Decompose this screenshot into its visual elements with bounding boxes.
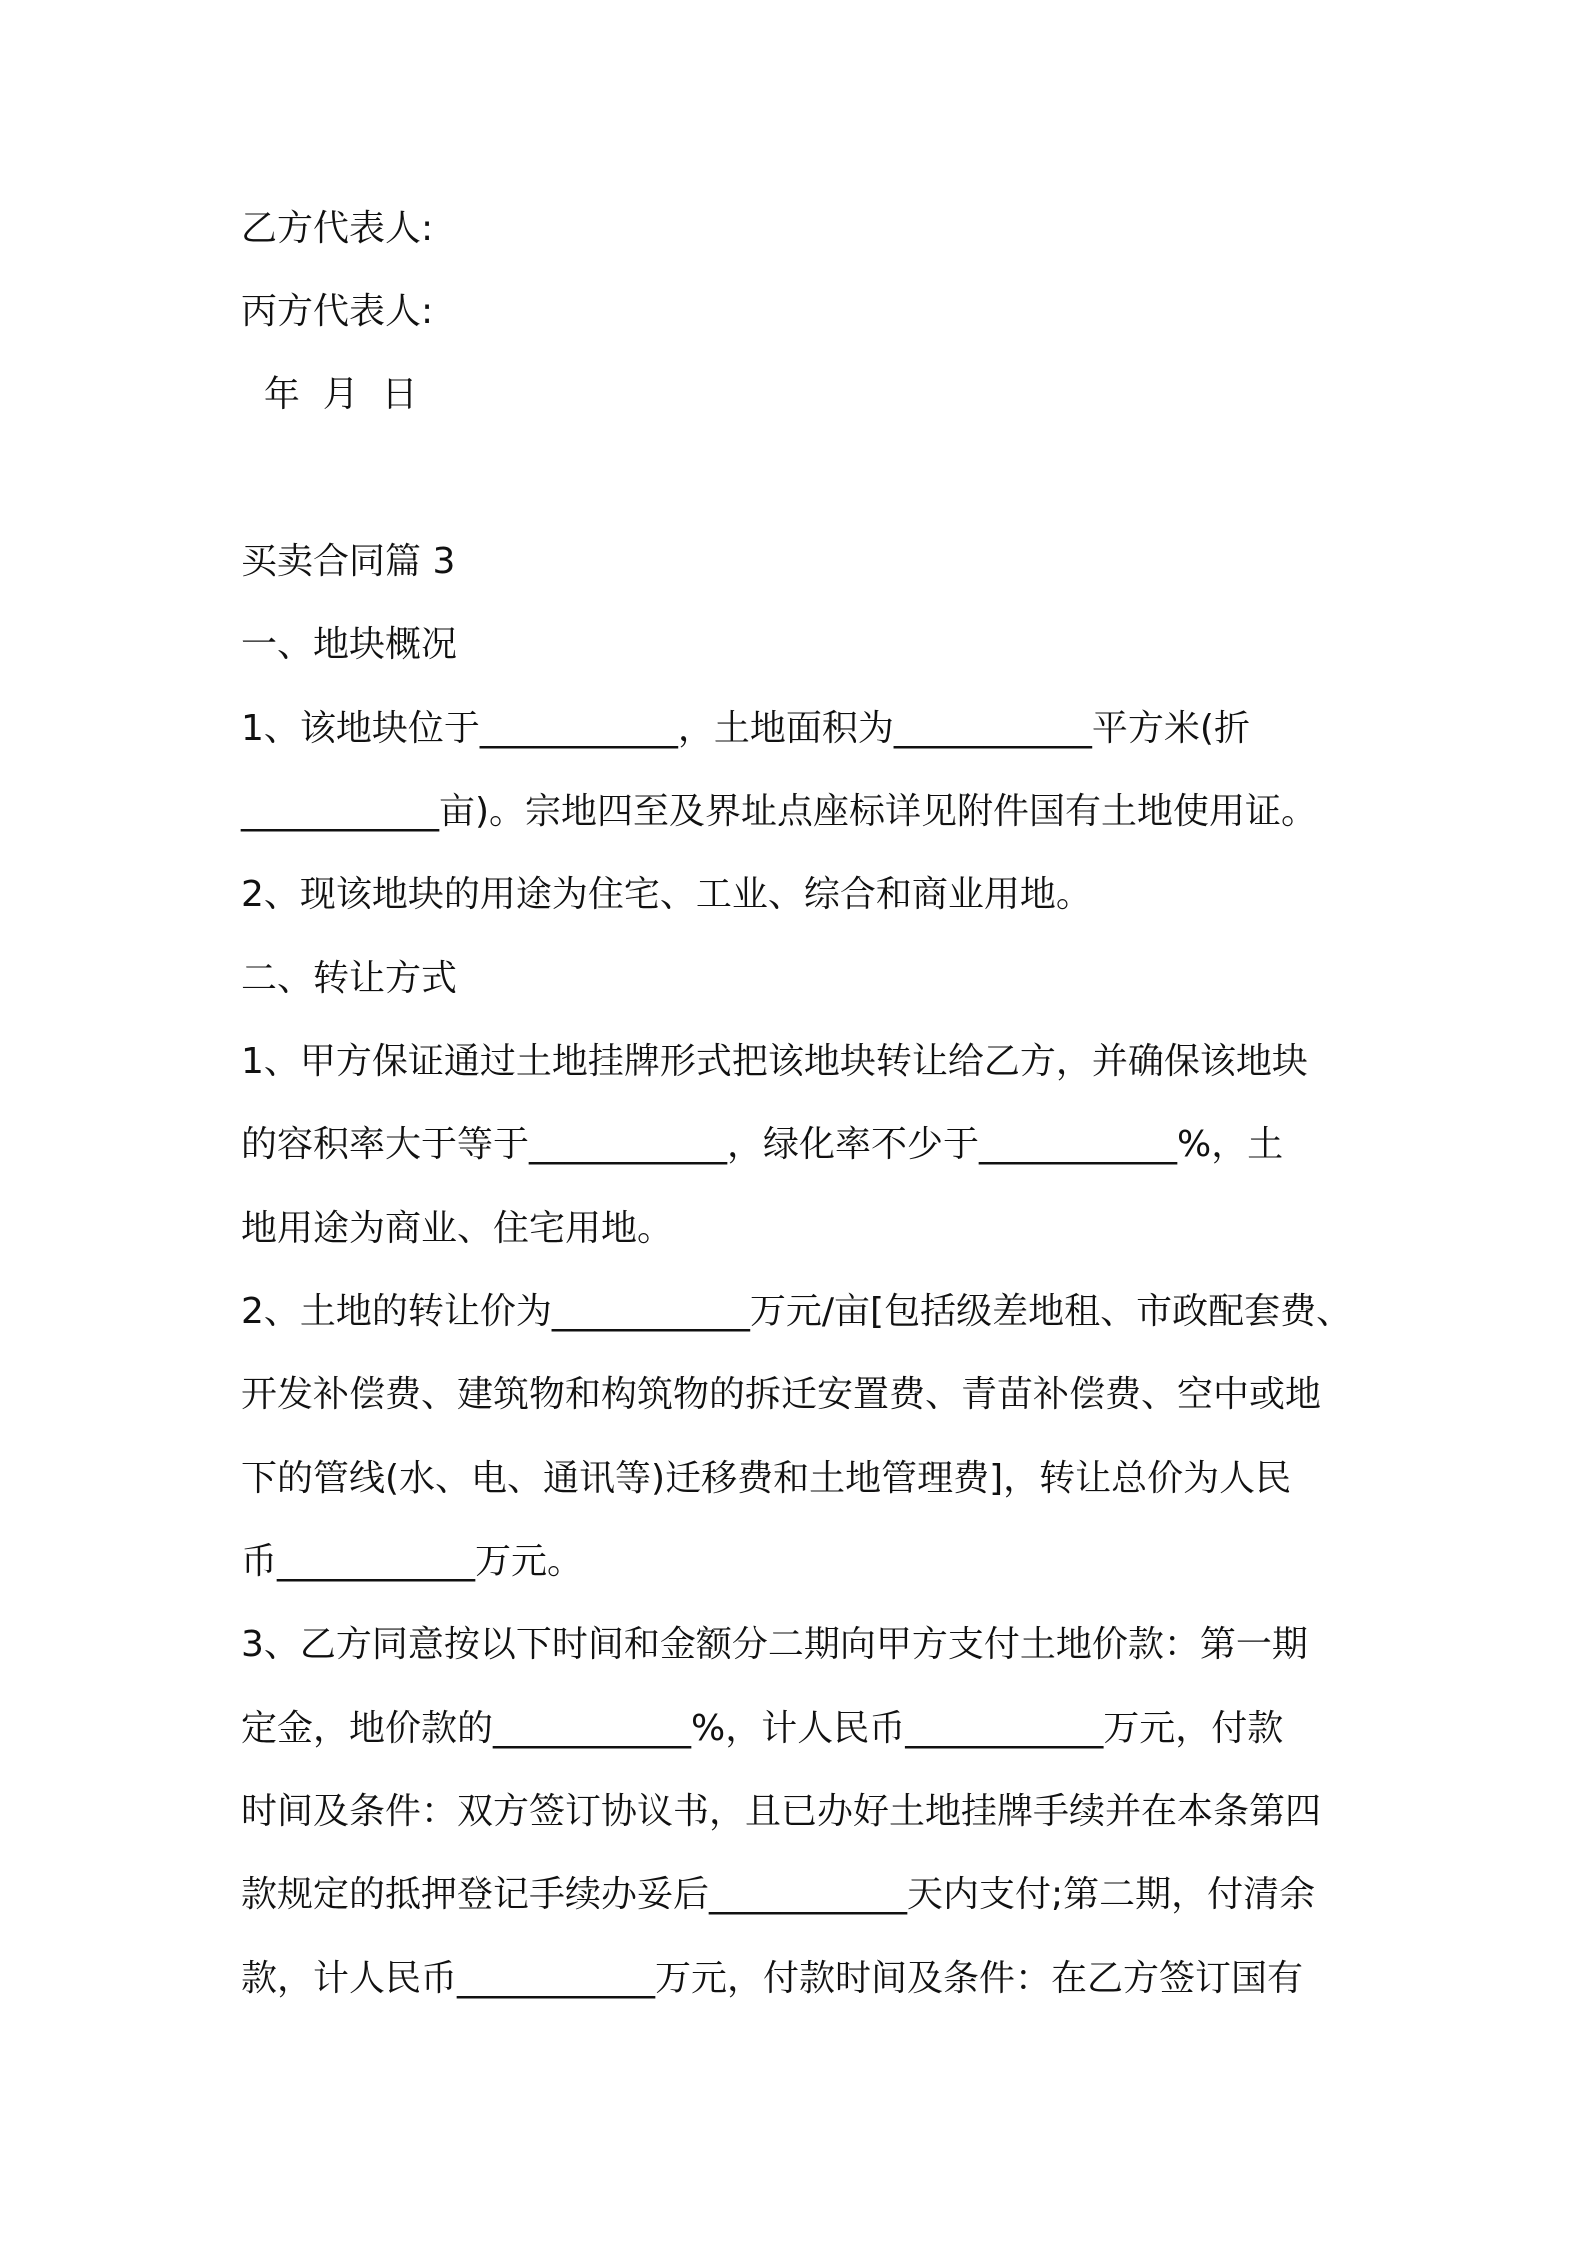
paragraph-line: 款，计人民币___________万元，付款时间及条件：在乙方签订国有 [241, 1958, 1304, 1999]
paragraph-line: 下的管线(水、电、通讯等)迁移费和土地管理费]，转让总价为人民 [241, 1458, 1292, 1499]
paragraph-line: 2、土地的转让价为___________万元/亩[包括级差地租、市政配套费、 [241, 1291, 1353, 1332]
heading-plot-overview: 一、地块概况 [241, 624, 458, 665]
paragraph-line: 款规定的抵押登记手续办妥后___________天内支付;第二期，付清余 [241, 1874, 1316, 1915]
paragraph-line: 地用途为商业、住宅用地。 [241, 1208, 674, 1249]
paragraph-line: 币___________万元。 [241, 1541, 584, 1582]
paragraph-line: 开发补偿费、建筑物和构筑物的拆迁安置费、青苗补偿费、空中或地 [241, 1374, 1322, 1415]
paragraph-line: 1、甲方保证通过土地挂牌形式把该地块转让给乙方，并确保该地块 [241, 1041, 1308, 1082]
paragraph-line: ___________亩)。宗地四至及界址点座标详见附件国有土地使用证。 [241, 791, 1318, 832]
section-title: 买卖合同篇 3 [241, 541, 456, 582]
party-c-representative: 丙方代表人: [241, 291, 434, 332]
paragraph-line: 的容积率大于等于___________，绿化率不少于___________%，土 [241, 1124, 1284, 1165]
party-b-representative: 乙方代表人: [241, 208, 434, 249]
date-line: 年 月 日 [241, 374, 418, 415]
heading-transfer-method: 二、转让方式 [241, 958, 458, 999]
paragraph-line: 3、乙方同意按以下时间和金额分二期向甲方支付土地价款：第一期 [241, 1624, 1308, 1665]
paragraph-line: 时间及条件：双方签订协议书，且已办好土地挂牌手续并在本条第四 [241, 1791, 1322, 1832]
paragraph-line: 1、该地块位于___________，土地面积为___________平方米(折 [241, 708, 1250, 749]
paragraph-line: 定金，地价款的___________%，计人民币___________万元，付款 [241, 1708, 1284, 1749]
paragraph-line: 2、现该地块的用途为住宅、工业、综合和商业用地。 [241, 874, 1092, 915]
